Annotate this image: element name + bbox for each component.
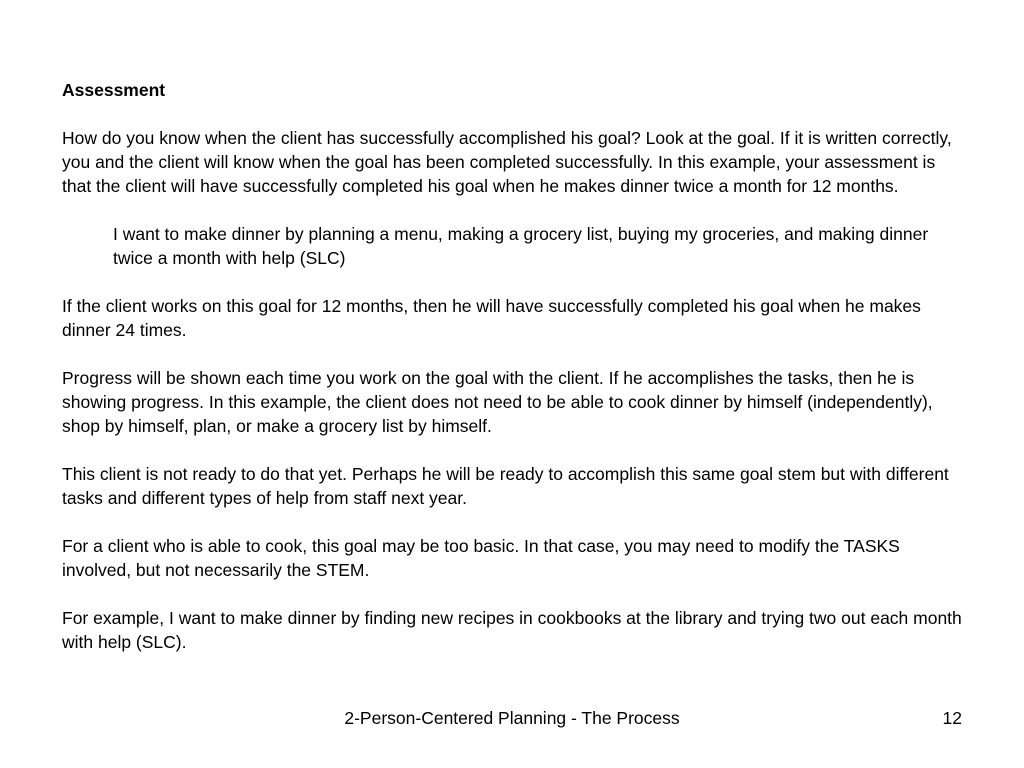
paragraph-for-example: For example, I want to make dinner by finding new recipes in cookbooks at the library and trying two out each month with help (SLC). <box>62 608 962 652</box>
slide-body <box>62 78 962 678</box>
paragraph-not-ready: This client is not ready to do that yet. Perhaps he will be ready to accomplish this same goal stem but with different tasks and different types of help from staff next year. <box>62 464 949 508</box>
paragraph-able-to-cook: For a client who is able to cook, this goal may be too basic. In that case, you may need to modify the TASKS involved, but not necessarily the STEM. <box>62 536 900 580</box>
page-number: 12 <box>942 708 962 728</box>
paragraph-twelve-months: If the client works on this goal for 12 months, then he will have successfully completed his goal when he makes dinner 24 times. <box>62 296 921 340</box>
paragraph-how-to-know: How do you know when the client has successfully accomplished his goal? Look at the goal. If it is written correctly, you and the client will know when the goal has been completed successfully. In this example, your assessment is that the client will have successfully completed his goal when he makes dinner twice a month for 12 months. <box>62 128 952 196</box>
paragraph-progress: Progress will be shown each time you work on the goal with the client. If he accomplishes the tasks, then he is showing progress. In this example, the client does not need to be able to cook dinner by himself (independently), shop by himself, plan, or make a grocery list by himself. <box>62 368 933 436</box>
goal-example-quote: I want to make dinner by planning a menu, making a grocery list, buying my groceries, and making dinner twice a month with help (SLC) <box>113 224 929 268</box>
slide-heading: Assessment <box>62 80 166 100</box>
footer-title: 2-Person-Centered Planning - The Process <box>344 708 680 728</box>
